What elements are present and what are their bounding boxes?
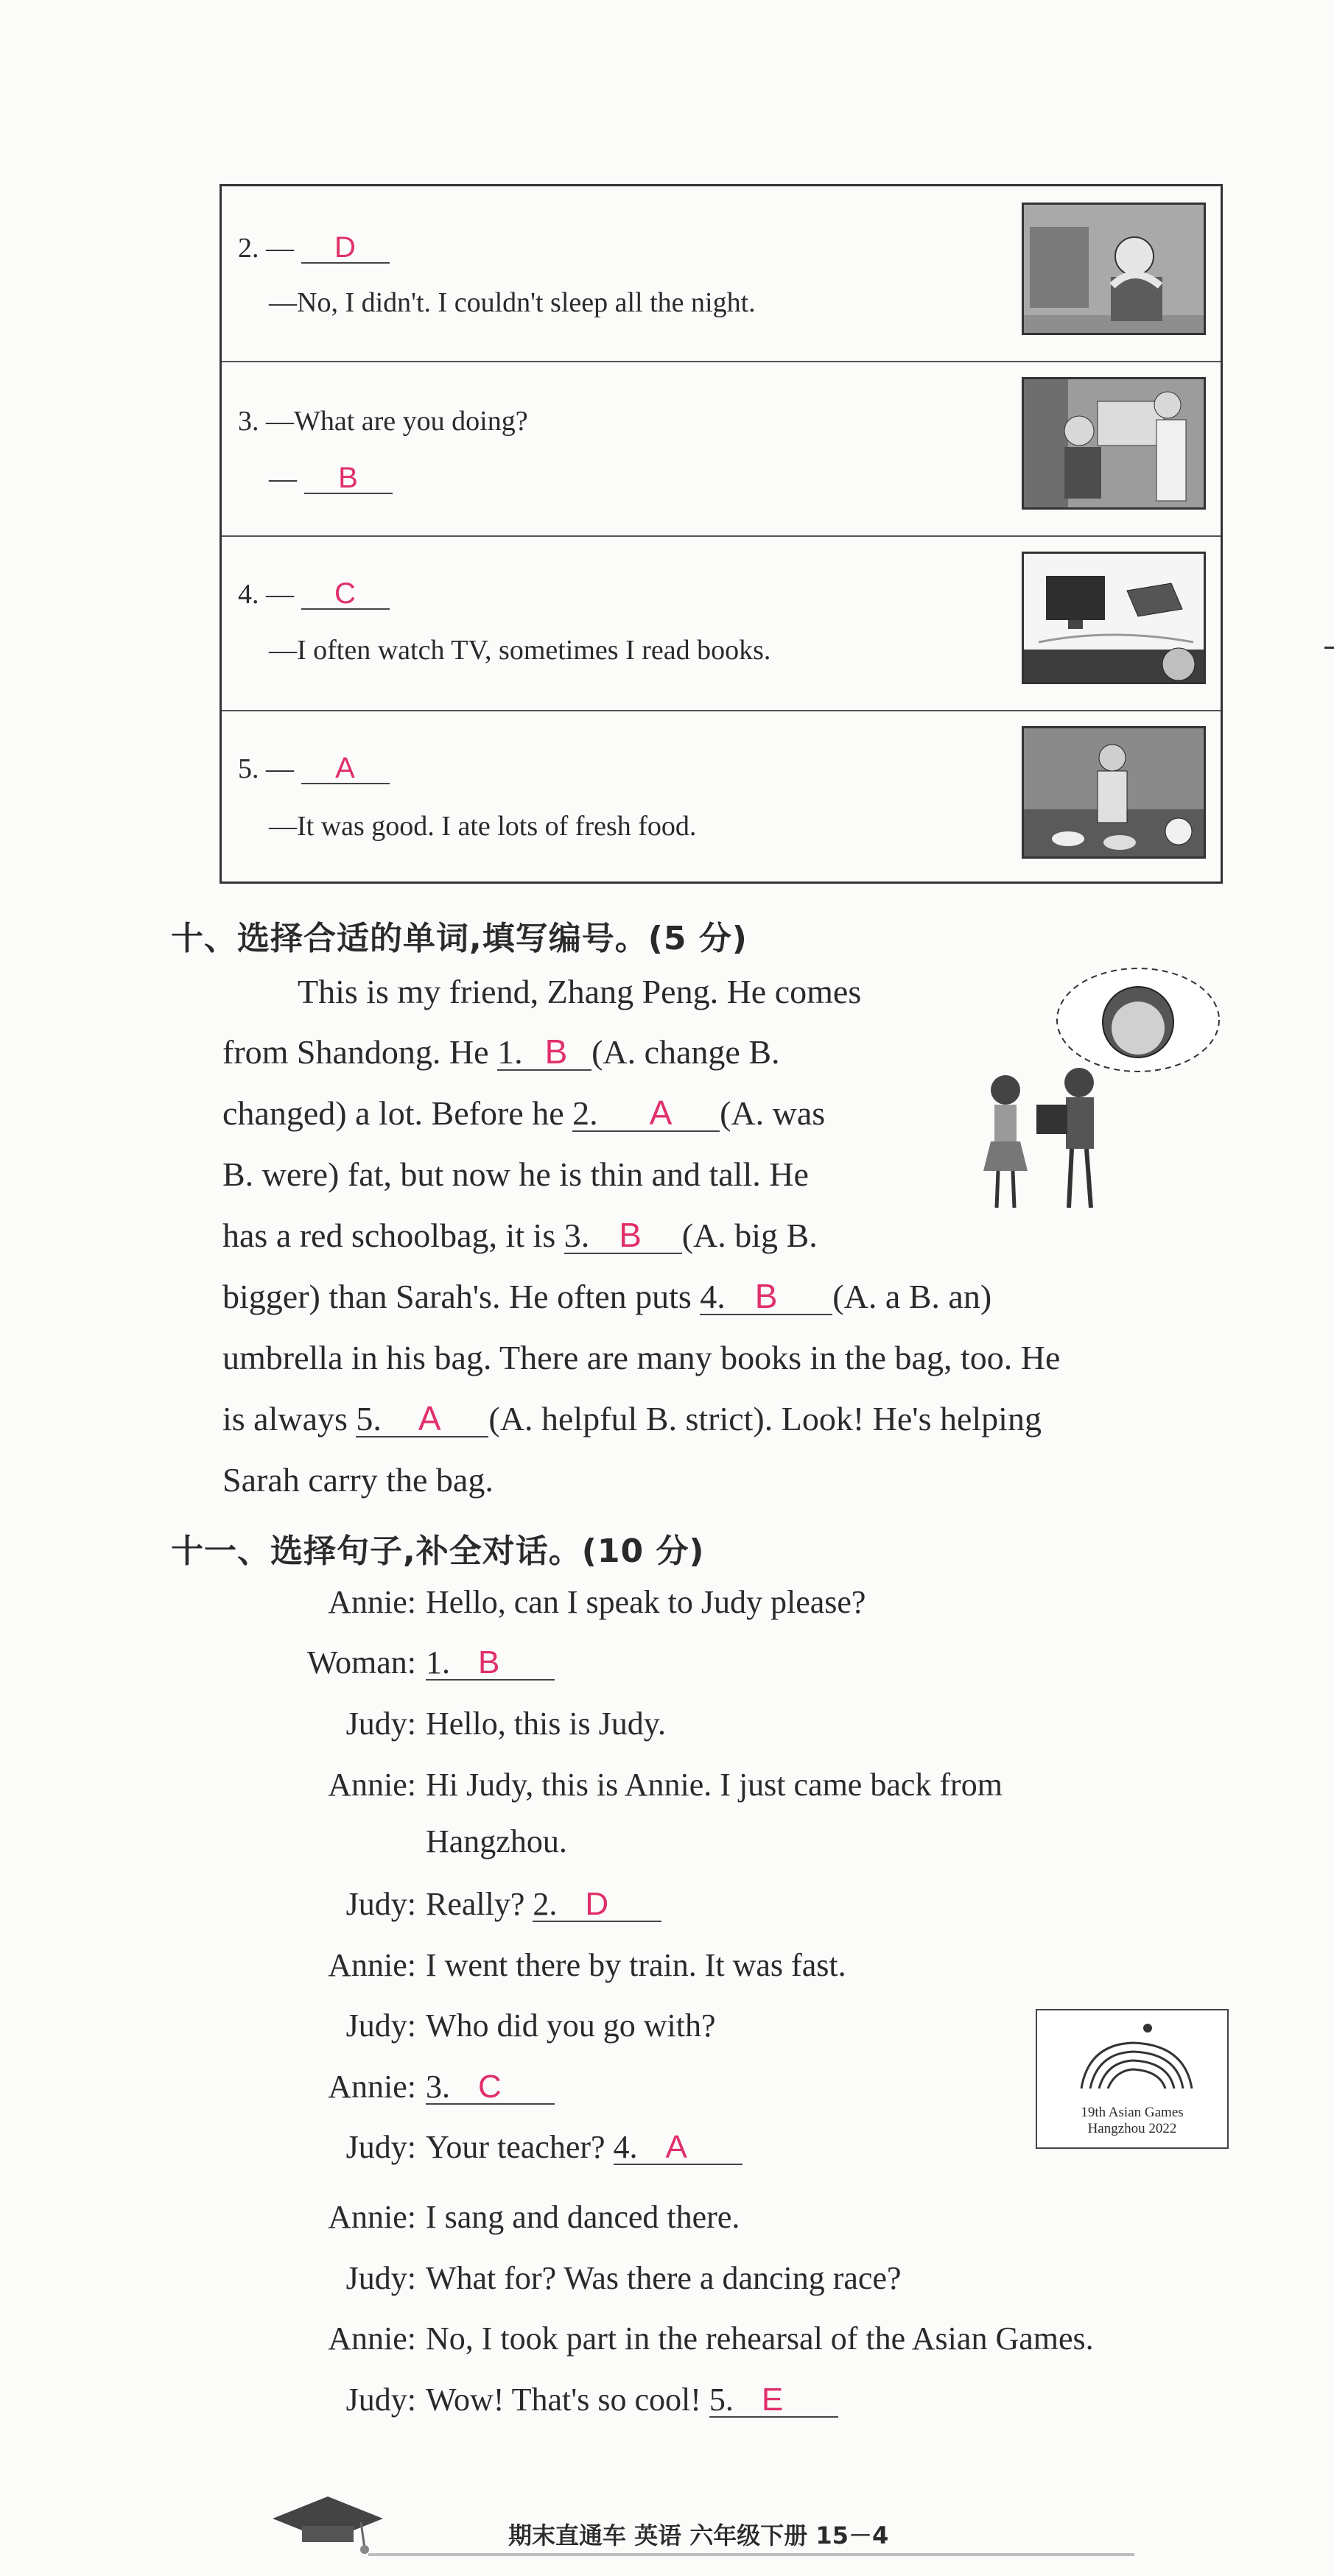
dialogue-text [426,1823,567,1860]
passage-text: from Shandong. He [222,1033,489,1071]
answer-blank [614,2131,743,2165]
utterance: Wow! That's so cool! [426,2382,701,2418]
answer-letter: A [649,1094,673,1132]
utterance: Hangzhou. [426,1823,567,1859]
dash: — [269,287,297,318]
answer-blank-2 [572,1096,720,1132]
answer-letter: D [585,1886,609,1922]
answer-letter: B [754,1277,778,1315]
dialogue-text: What are you doing? [294,406,528,437]
item-number: 3. [238,406,259,437]
answer-letter: A [418,1399,441,1437]
blank-number: 1. [426,1644,450,1681]
dash: — [266,406,294,437]
passage-line: B. were) fat, but now he is thin and tall. He [222,1155,809,1193]
blank-number: 2. [533,1886,558,1922]
dialogue-text [426,1885,661,1923]
dialogue-text [426,2128,743,2166]
speaker-name: Judy: [345,1886,416,1922]
dash: — [269,635,297,666]
answer-letter: A [665,2129,687,2165]
dialogue-text [426,2320,1094,2357]
answer-blank: D [301,233,390,264]
answer-blank-4 [700,1279,832,1315]
blank-number: 5. [356,1400,382,1437]
speaker-name: Annie: [328,2320,416,2357]
passage-line: Sarah carry the bag. [222,1461,494,1499]
speaker-name: Judy: [345,2007,416,2044]
speaker-name: Judy: [345,1706,416,1742]
table-row [222,361,1221,535]
footer-page-info: 期末直通车 英语 六年级下册 15－4 [508,2522,889,2549]
speaker-name: Annie: [328,1767,416,1803]
passage-text: (A. big B. [681,1217,818,1254]
blank-number: 3. [426,2069,450,2105]
footer-rule [368,2553,1134,2556]
speaker-name: Woman: [307,1644,416,1681]
passage-text: (A. a B. an) [832,1278,992,1315]
graduation-cap-icon [258,2489,390,2555]
dash: — [269,463,297,494]
answer-letter: C [478,2069,502,2105]
blank-number: 5. [709,2382,734,2418]
utterance: Your teacher? [426,2129,605,2165]
dialogue-picture-table [220,184,1223,884]
row-line-2 [269,286,756,319]
answer-blank [533,1888,661,1922]
passage-line [222,1216,818,1255]
answer-blank-3 [564,1218,682,1254]
dialogue-text [426,2259,902,2297]
section-11-title: 十一、选择句子,补全对话。(10 分) [171,1532,705,1570]
speaker-name: Judy: [345,2382,416,2418]
passage-line [222,1277,991,1316]
logo-caption [1037,2105,1227,2137]
asian-games-logo [1036,2009,1229,2149]
logo-line-1: 19th Asian Games [1081,2105,1184,2120]
dialogue-text [426,2198,740,2236]
passage-line [222,1094,825,1133]
dialogue-text [426,2068,555,2105]
dialogue-text [426,1946,846,1984]
speaker-name: Annie: [328,1584,416,1620]
dialogue-text [426,1644,555,1681]
item-number: 5. [238,753,259,784]
row-line-1 [238,232,390,264]
passage-line [222,1032,780,1071]
dialogue-text [426,1705,666,1742]
utterance: What for? Was there a dancing race? [426,2260,902,2296]
passage-text: (A. helpful B. strict). Look! He's helping [488,1400,1042,1437]
dialogue-text: I often watch TV, sometimes I read books. [297,635,771,666]
table-row [222,186,1221,361]
passage-text: changed) a lot. Before he [222,1094,564,1132]
blank-number: 4. [613,2129,638,2165]
blank-number: 4. [700,1278,726,1315]
item-number: 2. [238,233,259,264]
passage-line [222,1399,1042,1438]
passage-line: This is my friend, Zhang Peng. He comes [298,973,862,1010]
dash: — [266,579,294,610]
answer-blank-1 [497,1032,591,1071]
picture-tired-man [1022,203,1206,335]
answer-blank [709,2384,838,2418]
speaker-name: Annie: [328,2069,416,2105]
blank-number: 1. [497,1033,523,1071]
dialogue-text [426,2381,838,2418]
utterance: Hi Judy, this is Annie. I just came back from [426,1767,1003,1803]
utterance: I sang and danced there. [426,2199,740,2235]
row-line-1 [238,578,390,610]
passage-text: bigger) than Sarah's. He often puts [222,1278,692,1315]
passage-text: (A. change B. [591,1033,780,1071]
answer-blank [426,1644,555,1681]
answer-blank [426,2071,555,2105]
logo-line-2: Hangzhou 2022 [1087,2121,1177,2136]
dialogue-text [426,1583,866,1621]
section-10-title: 十、选择合适的单词,填写编号。(5 分) [171,920,748,957]
illustration-kids-schoolbag [969,965,1234,1230]
dash: — [269,811,297,842]
utterance: Hello, this is Judy. [426,1706,666,1742]
dialogue-text: It was good. I ate lots of fresh food. [297,811,697,842]
picture-food-table [1022,726,1206,859]
dash: — [266,233,294,264]
table-row [222,535,1221,710]
speaker-name: Judy: [345,2260,416,2296]
passage-text: is always [222,1400,348,1437]
answer-blank: B [304,463,393,494]
row-line-2 [269,810,696,842]
passage-line: umbrella in his bag. There are many books in the bag, too. He [222,1339,1061,1376]
blank-number: 2. [572,1094,598,1132]
row-line-1 [238,753,390,785]
dialogue-text: No, I didn't. I couldn't sleep all the night. [297,287,756,318]
logo-emblem-icon [1037,2015,1227,2103]
utterance: No, I took part in the rehearsal of the Asian Games. [426,2320,1094,2357]
answer-blank-5 [356,1401,488,1437]
utterance: Hello, can I speak to Judy please? [426,1584,866,1620]
picture-people-at-computer [1022,377,1206,510]
dialogue-text [426,2007,716,2044]
speaker-name: Annie: [328,2199,416,2235]
passage-text: (A. was [720,1094,826,1132]
answer-blank: C [301,579,390,610]
row-line-2 [269,462,393,495]
answer-letter: E [761,2382,784,2418]
margin-mark [1324,647,1334,649]
speaker-name: Judy: [345,2129,416,2165]
answer-letter: B [478,1644,500,1681]
dash: — [266,753,294,784]
utterance: Really? [426,1886,525,1922]
blank-number: 3. [564,1217,590,1254]
picture-tv-and-books [1022,552,1206,684]
row-line-1 [238,405,528,437]
speaker-name: Annie: [328,1947,416,1983]
dialogue-text [426,1766,1003,1803]
utterance: Who did you go with? [426,2007,716,2044]
answer-blank: A [301,753,390,784]
passage-text: has a red schoolbag, it is [222,1217,556,1254]
utterance: I went there by train. It was fast. [426,1947,846,1983]
table-row [222,710,1221,884]
answer-letter: B [544,1032,568,1071]
row-line-2 [269,634,770,666]
item-number: 4. [238,579,259,610]
answer-letter: B [619,1216,642,1254]
